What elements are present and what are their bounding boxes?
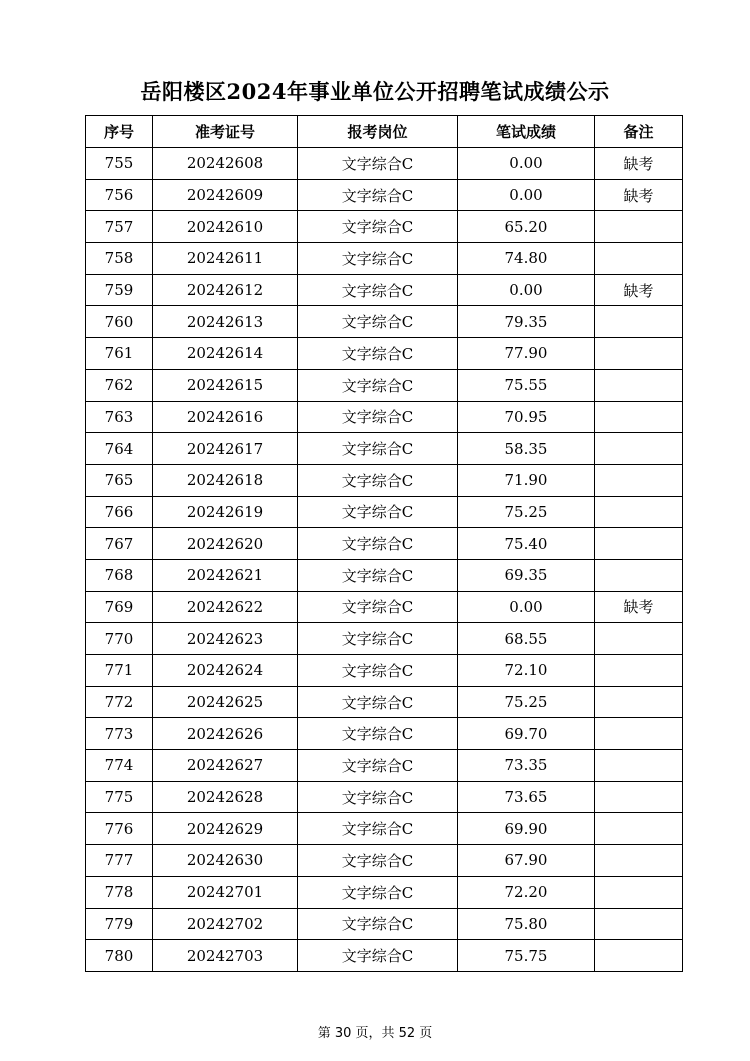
cell-score: 75.55 bbox=[458, 369, 595, 401]
header-note: 备注 bbox=[595, 116, 683, 148]
cell-ticket: 20242629 bbox=[153, 813, 298, 845]
cell-seq: 762 bbox=[86, 369, 153, 401]
cell-ticket: 20242617 bbox=[153, 433, 298, 465]
cell-ticket: 20242701 bbox=[153, 876, 298, 908]
cell-ticket: 20242614 bbox=[153, 338, 298, 370]
cell-position: 文字综合C bbox=[298, 750, 458, 782]
cell-score: 69.70 bbox=[458, 718, 595, 750]
cell-note bbox=[595, 306, 683, 338]
cell-note bbox=[595, 496, 683, 528]
table-row bbox=[86, 464, 683, 496]
cell-position: 文字综合C bbox=[298, 591, 458, 623]
cell-note: 缺考 bbox=[595, 179, 683, 211]
cell-position: 文字综合C bbox=[298, 179, 458, 211]
page-footer: 第 30 页，共 52 页 bbox=[317, 1026, 433, 1041]
table-row bbox=[86, 148, 683, 180]
table-row bbox=[86, 433, 683, 465]
header-score: 笔试成绩 bbox=[458, 116, 595, 148]
cell-seq: 775 bbox=[86, 781, 153, 813]
cell-ticket: 20242613 bbox=[153, 306, 298, 338]
cell-ticket: 20242630 bbox=[153, 845, 298, 877]
cell-note bbox=[595, 876, 683, 908]
table-row bbox=[86, 306, 683, 338]
cell-score: 58.35 bbox=[458, 433, 595, 465]
cell-note bbox=[595, 655, 683, 687]
cell-position: 文字综合C bbox=[298, 718, 458, 750]
cell-note: 缺考 bbox=[595, 148, 683, 180]
cell-ticket: 20242621 bbox=[153, 559, 298, 591]
cell-score: 68.55 bbox=[458, 623, 595, 655]
cell-position: 文字综合C bbox=[298, 908, 458, 940]
cell-score: 75.25 bbox=[458, 686, 595, 718]
cell-seq: 773 bbox=[86, 718, 153, 750]
cell-ticket: 20242625 bbox=[153, 686, 298, 718]
cell-position: 文字综合C bbox=[298, 211, 458, 243]
table-row bbox=[86, 591, 683, 623]
table-row bbox=[86, 496, 683, 528]
table-row bbox=[86, 559, 683, 591]
table-row bbox=[86, 274, 683, 306]
cell-note bbox=[595, 686, 683, 718]
cell-position: 文字综合C bbox=[298, 306, 458, 338]
cell-note bbox=[595, 845, 683, 877]
cell-seq: 772 bbox=[86, 686, 153, 718]
cell-position: 文字综合C bbox=[298, 338, 458, 370]
cell-note bbox=[595, 211, 683, 243]
table-header-row bbox=[86, 116, 683, 148]
cell-position: 文字综合C bbox=[298, 559, 458, 591]
cell-ticket: 20242608 bbox=[153, 148, 298, 180]
header-ticket: 准考证号 bbox=[153, 116, 298, 148]
cell-score: 75.40 bbox=[458, 528, 595, 560]
table-row bbox=[86, 623, 683, 655]
cell-score: 69.35 bbox=[458, 559, 595, 591]
cell-seq: 776 bbox=[86, 813, 153, 845]
cell-note bbox=[595, 718, 683, 750]
cell-ticket: 20242615 bbox=[153, 369, 298, 401]
cell-seq: 764 bbox=[86, 433, 153, 465]
cell-position: 文字综合C bbox=[298, 940, 458, 972]
cell-score: 0.00 bbox=[458, 591, 595, 623]
cell-seq: 770 bbox=[86, 623, 153, 655]
cell-note bbox=[595, 401, 683, 433]
cell-position: 文字综合C bbox=[298, 876, 458, 908]
cell-seq: 771 bbox=[86, 655, 153, 687]
cell-position: 文字综合C bbox=[298, 528, 458, 560]
cell-score: 75.75 bbox=[458, 940, 595, 972]
cell-seq: 768 bbox=[86, 559, 153, 591]
table-row bbox=[86, 813, 683, 845]
cell-seq: 769 bbox=[86, 591, 153, 623]
cell-ticket: 20242624 bbox=[153, 655, 298, 687]
cell-seq: 763 bbox=[86, 401, 153, 433]
cell-position: 文字综合C bbox=[298, 496, 458, 528]
cell-ticket: 20242622 bbox=[153, 591, 298, 623]
cell-ticket: 20242620 bbox=[153, 528, 298, 560]
table-row bbox=[86, 686, 683, 718]
cell-ticket: 20242702 bbox=[153, 908, 298, 940]
cell-position: 文字综合C bbox=[298, 401, 458, 433]
cell-seq: 774 bbox=[86, 750, 153, 782]
cell-seq: 766 bbox=[86, 496, 153, 528]
table-row bbox=[86, 908, 683, 940]
table-row bbox=[86, 655, 683, 687]
cell-note bbox=[595, 338, 683, 370]
cell-position: 文字综合C bbox=[298, 433, 458, 465]
cell-score: 73.35 bbox=[458, 750, 595, 782]
cell-seq: 777 bbox=[86, 845, 153, 877]
table-row bbox=[86, 401, 683, 433]
cell-score: 0.00 bbox=[458, 179, 595, 211]
cell-seq: 756 bbox=[86, 179, 153, 211]
cell-ticket: 20242612 bbox=[153, 274, 298, 306]
table-row bbox=[86, 718, 683, 750]
cell-ticket: 20242627 bbox=[153, 750, 298, 782]
cell-score: 75.80 bbox=[458, 908, 595, 940]
table-row bbox=[86, 845, 683, 877]
cell-position: 文字综合C bbox=[298, 686, 458, 718]
cell-score: 72.20 bbox=[458, 876, 595, 908]
cell-seq: 761 bbox=[86, 338, 153, 370]
table-row bbox=[86, 243, 683, 275]
cell-note: 缺考 bbox=[595, 274, 683, 306]
cell-seq: 758 bbox=[86, 243, 153, 275]
table-row bbox=[86, 940, 683, 972]
cell-position: 文字综合C bbox=[298, 148, 458, 180]
cell-position: 文字综合C bbox=[298, 845, 458, 877]
table-row bbox=[86, 369, 683, 401]
table-row bbox=[86, 781, 683, 813]
cell-score: 0.00 bbox=[458, 148, 595, 180]
cell-score: 70.95 bbox=[458, 401, 595, 433]
cell-seq: 779 bbox=[86, 908, 153, 940]
cell-note bbox=[595, 623, 683, 655]
cell-score: 65.20 bbox=[458, 211, 595, 243]
score-table bbox=[85, 115, 683, 972]
cell-ticket: 20242703 bbox=[153, 940, 298, 972]
table-body bbox=[86, 148, 683, 972]
cell-score: 72.10 bbox=[458, 655, 595, 687]
cell-note bbox=[595, 528, 683, 560]
cell-position: 文字综合C bbox=[298, 274, 458, 306]
cell-seq: 767 bbox=[86, 528, 153, 560]
cell-seq: 780 bbox=[86, 940, 153, 972]
table-row bbox=[86, 528, 683, 560]
cell-note bbox=[595, 750, 683, 782]
cell-position: 文字综合C bbox=[298, 623, 458, 655]
cell-position: 文字综合C bbox=[298, 243, 458, 275]
cell-note bbox=[595, 940, 683, 972]
cell-score: 75.25 bbox=[458, 496, 595, 528]
table-row bbox=[86, 876, 683, 908]
header-position: 报考岗位 bbox=[298, 116, 458, 148]
cell-score: 0.00 bbox=[458, 274, 595, 306]
cell-note: 缺考 bbox=[595, 591, 683, 623]
cell-position: 文字综合C bbox=[298, 655, 458, 687]
cell-score: 67.90 bbox=[458, 845, 595, 877]
cell-seq: 765 bbox=[86, 464, 153, 496]
cell-seq: 778 bbox=[86, 876, 153, 908]
cell-note bbox=[595, 464, 683, 496]
cell-seq: 757 bbox=[86, 211, 153, 243]
cell-ticket: 20242610 bbox=[153, 211, 298, 243]
table-row bbox=[86, 750, 683, 782]
cell-ticket: 20242618 bbox=[153, 464, 298, 496]
cell-score: 77.90 bbox=[458, 338, 595, 370]
cell-ticket: 20242626 bbox=[153, 718, 298, 750]
cell-score: 69.90 bbox=[458, 813, 595, 845]
cell-score: 79.35 bbox=[458, 306, 595, 338]
cell-ticket: 20242619 bbox=[153, 496, 298, 528]
cell-position: 文字综合C bbox=[298, 464, 458, 496]
cell-ticket: 20242609 bbox=[153, 179, 298, 211]
cell-note bbox=[595, 813, 683, 845]
cell-note bbox=[595, 908, 683, 940]
table-row bbox=[86, 179, 683, 211]
cell-seq: 759 bbox=[86, 274, 153, 306]
cell-note bbox=[595, 433, 683, 465]
cell-seq: 755 bbox=[86, 148, 153, 180]
cell-seq: 760 bbox=[86, 306, 153, 338]
cell-ticket: 20242611 bbox=[153, 243, 298, 275]
document-title: 岳阳楼区2024年事业单位公开招聘笔试成绩公示 bbox=[140, 79, 610, 104]
cell-position: 文字综合C bbox=[298, 781, 458, 813]
cell-score: 73.65 bbox=[458, 781, 595, 813]
cell-note bbox=[595, 243, 683, 275]
table-row bbox=[86, 211, 683, 243]
cell-ticket: 20242623 bbox=[153, 623, 298, 655]
cell-note bbox=[595, 781, 683, 813]
cell-position: 文字综合C bbox=[298, 813, 458, 845]
cell-note bbox=[595, 559, 683, 591]
cell-score: 74.80 bbox=[458, 243, 595, 275]
cell-ticket: 20242628 bbox=[153, 781, 298, 813]
cell-score: 71.90 bbox=[458, 464, 595, 496]
cell-note bbox=[595, 369, 683, 401]
table-row bbox=[86, 338, 683, 370]
cell-position: 文字综合C bbox=[298, 369, 458, 401]
header-seq: 序号 bbox=[86, 116, 153, 148]
cell-ticket: 20242616 bbox=[153, 401, 298, 433]
